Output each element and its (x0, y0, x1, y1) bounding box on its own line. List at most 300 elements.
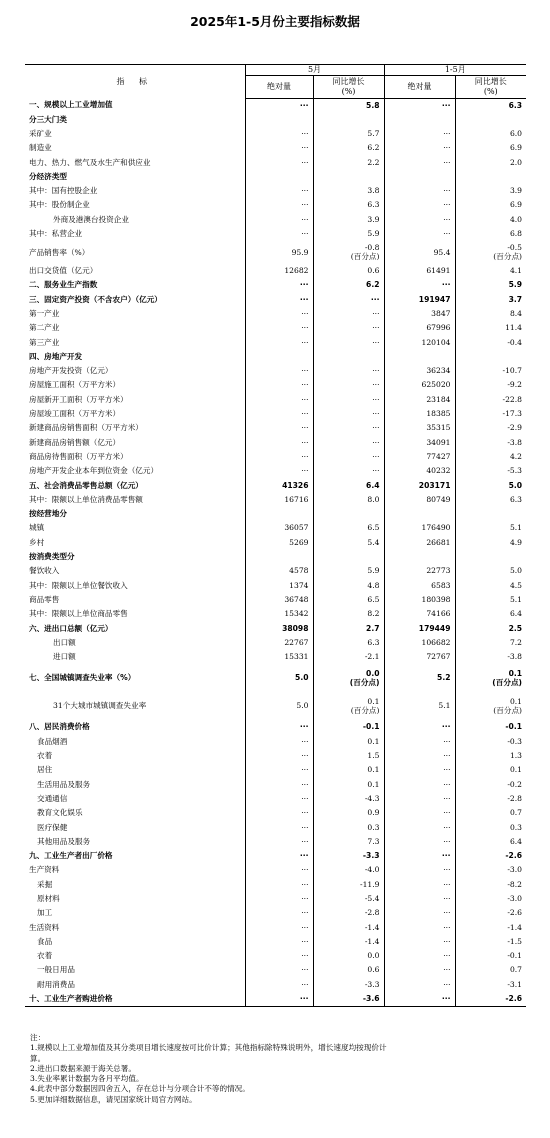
may-yoy-cell: 5.9 (313, 227, 384, 241)
may-abs-cell: ··· (245, 364, 313, 378)
row-label: 四、房地产开发 (25, 350, 245, 364)
table-row (25, 170, 526, 184)
table-row (25, 550, 526, 564)
may-abs-cell: ··· (245, 184, 313, 198)
ytd-abs-cell: ··· (384, 992, 455, 1006)
may-yoy-cell: 0.0 (百分点) (313, 665, 384, 693)
table-row (25, 464, 526, 478)
table-row (25, 156, 526, 170)
table-row (25, 978, 526, 992)
row-label: 交通通信 (25, 792, 245, 806)
may-abs-cell: ··· (245, 213, 313, 227)
ytd-yoy-cell: 0.7 (509, 808, 523, 818)
table-row (25, 241, 526, 264)
ytd-yoy-cell: -10.7 (502, 366, 523, 376)
ytd-yoy-cell (455, 170, 526, 184)
ytd-yoy-cell: 4.0 (509, 214, 523, 224)
may-yoy-cell: ··· (313, 422, 384, 436)
table-row (25, 522, 526, 536)
ytd-abs-cell: ··· (384, 935, 455, 949)
footnote-line: 5.更加详细数据信息，请见国家统计局官方网站。 (30, 1094, 197, 1104)
may-yoy-cell: 6.3 (313, 199, 384, 213)
table-row (25, 264, 526, 278)
unit-note: (百分点) (349, 677, 380, 687)
table-row (25, 436, 526, 450)
may-abs-cell: ··· (245, 892, 313, 906)
unit-note: (百分点) (350, 705, 380, 715)
table-row (25, 921, 526, 935)
ytd-yoy-cell: 6.4 (509, 836, 523, 846)
ytd-abs-cell: ··· (384, 949, 455, 963)
may-abs-cell: 95.9 (245, 241, 313, 264)
ytd-yoy-cell: 3.9 (509, 186, 523, 196)
row-label: 城镇 (25, 522, 245, 536)
ytd-yoy-cell: 0.3 (509, 822, 523, 832)
ytd-yoy-cell: -3.8 (507, 652, 523, 662)
row-label: 居住 (25, 763, 245, 777)
table-row (25, 493, 526, 507)
may-yoy-cell: 6.4 (313, 479, 384, 493)
ytd-yoy-cell: 0.1 (百分点) (455, 693, 526, 721)
may-yoy-cell: ··· (313, 450, 384, 464)
page-title: 2025年1-5月份主要指标数据 (190, 14, 360, 29)
header-yoy-may: 同比增长 (%) (313, 76, 384, 99)
ytd-abs-cell: 72767 (384, 650, 455, 664)
may-yoy-cell: 0.3 (313, 821, 384, 835)
ytd-yoy-cell (455, 350, 526, 364)
may-yoy-cell: -2.8 (313, 906, 384, 920)
may-yoy-cell (313, 507, 384, 521)
row-label: 二、服务业生产指数 (25, 279, 245, 293)
ytd-abs-cell: 74166 (384, 607, 455, 621)
ytd-abs-cell: ··· (384, 735, 455, 749)
may-abs-cell: ··· (245, 99, 313, 113)
may-abs-cell: ··· (245, 821, 313, 835)
row-label: 原材料 (25, 892, 245, 906)
may-abs-cell: ··· (245, 321, 313, 335)
ytd-yoy-cell: 0.1 (百分点) (455, 665, 526, 693)
ytd-abs-cell: 106682 (384, 636, 455, 650)
may-yoy-cell: -3.3 (313, 849, 384, 863)
ytd-yoy-cell: 6.3 (509, 494, 523, 504)
table-row (25, 906, 526, 920)
indicator-table (25, 64, 526, 1007)
may-abs-cell: ··· (245, 422, 313, 436)
row-label: 出口交货值（亿元） (25, 264, 245, 278)
table-row (25, 749, 526, 763)
footnote-line: 算。 (30, 1053, 46, 1063)
row-label: 生活用品及服务 (25, 778, 245, 792)
ytd-yoy-cell: 6.9 (509, 200, 523, 210)
may-yoy-cell: ··· (313, 321, 384, 335)
ytd-abs-cell: ··· (384, 778, 455, 792)
table-row (25, 992, 526, 1006)
may-yoy-cell: 2.7 (313, 622, 384, 636)
row-label: 制造业 (25, 141, 245, 155)
table-row (25, 213, 526, 227)
table-row (25, 693, 526, 721)
may-yoy-cell: ··· (313, 364, 384, 378)
may-abs-cell: ··· (245, 864, 313, 878)
ytd-abs-cell (384, 113, 455, 127)
ytd-yoy-cell: -2.6 (455, 992, 526, 1006)
table-row (25, 199, 526, 213)
ytd-abs-cell: ··· (384, 892, 455, 906)
ytd-abs-cell: 18385 (384, 407, 455, 421)
ytd-abs-cell: 67996 (384, 321, 455, 335)
may-yoy-cell: -3.3 (313, 978, 384, 992)
may-abs-cell: 4578 (245, 565, 313, 579)
may-yoy-cell: -11.9 (313, 878, 384, 892)
ytd-abs-cell: 80749 (384, 493, 455, 507)
row-label: 六、进出口总额（亿元） (25, 622, 245, 636)
table-row (25, 636, 526, 650)
ytd-yoy-cell: 4.1 (509, 266, 523, 276)
ytd-yoy-cell: 0.1 (509, 765, 523, 775)
ytd-yoy-cell: -0.2 (507, 779, 523, 789)
may-abs-cell: 16716 (245, 493, 313, 507)
table-row (25, 141, 526, 155)
row-label: 第一产业 (25, 307, 245, 321)
row-label: 其中：国有控股企业 (25, 184, 245, 198)
row-label: 七、全国城镇调查失业率（%） (25, 665, 245, 693)
ytd-yoy-cell: 11.4 (505, 323, 523, 333)
may-yoy-cell: 5.9 (313, 565, 384, 579)
row-label: 其中：限额以上单位餐饮收入 (25, 579, 245, 593)
row-label: 食品 (25, 935, 245, 949)
ytd-abs-cell: 23184 (384, 393, 455, 407)
ytd-abs-cell: ··· (384, 978, 455, 992)
table-row (25, 227, 526, 241)
ytd-abs-cell: 95.4 (384, 241, 455, 264)
may-abs-cell: ··· (245, 735, 313, 749)
row-label: 医疗保健 (25, 821, 245, 835)
table-row (25, 935, 526, 949)
ytd-yoy-cell: 2.5 (508, 623, 523, 633)
row-label: 衣着 (25, 949, 245, 963)
table-row (25, 949, 526, 963)
may-abs-cell: ··· (245, 279, 313, 293)
ytd-yoy-cell: -1.4 (507, 922, 523, 932)
may-abs-cell: 5.0 (245, 693, 313, 721)
ytd-abs-cell: 625020 (384, 379, 455, 393)
ytd-yoy-cell: -17.3 (502, 409, 523, 419)
may-abs-cell: ··· (245, 921, 313, 935)
may-abs-cell: ··· (245, 778, 313, 792)
table-row (25, 307, 526, 321)
may-abs-cell: ··· (245, 992, 313, 1006)
may-yoy-cell (313, 350, 384, 364)
row-label: 三、固定资产投资（不含农户）（亿元） (25, 293, 245, 307)
table-row (25, 892, 526, 906)
ytd-abs-cell: ··· (384, 921, 455, 935)
ytd-abs-cell: ··· (384, 849, 455, 863)
may-yoy-cell: 0.9 (313, 806, 384, 820)
may-yoy-cell: -4.0 (313, 864, 384, 878)
table-row (25, 849, 526, 863)
may-yoy-cell: 3.8 (313, 184, 384, 198)
row-label: 其中：限额以上单位商品零售 (25, 607, 245, 621)
ytd-yoy-cell: -3.8 (507, 437, 523, 447)
may-yoy-cell: ··· (313, 393, 384, 407)
ytd-abs-cell: ··· (384, 213, 455, 227)
row-label: 其中：私营企业 (25, 227, 245, 241)
row-label: 商品零售 (25, 593, 245, 607)
footnote-line: 注： (30, 1033, 46, 1042)
ytd-abs-cell: 6583 (384, 579, 455, 593)
ytd-abs-cell: ··· (384, 835, 455, 849)
may-abs-cell: ··· (245, 906, 313, 920)
row-label: 教育文化娱乐 (25, 806, 245, 820)
ytd-abs-cell: 40232 (384, 464, 455, 478)
row-label: 餐饮收入 (25, 565, 245, 579)
ytd-yoy-cell: 4.5 (509, 580, 523, 590)
may-abs-cell: ··· (245, 721, 313, 735)
may-abs-cell: 41326 (245, 479, 313, 493)
footnote-line: 4.此表中部分数据因四舍五入，存在总计与分项合计不等的情况。 (30, 1084, 250, 1094)
may-yoy-cell: 0.0 (313, 949, 384, 963)
ytd-abs-cell: ··· (384, 279, 455, 293)
table-row (25, 593, 526, 607)
ytd-abs-cell: ··· (384, 184, 455, 198)
ytd-abs-cell: 180398 (384, 593, 455, 607)
row-label: 衣着 (25, 749, 245, 763)
ytd-yoy-cell: -0.5 (百分点) (455, 241, 526, 264)
may-abs-cell: ··· (245, 878, 313, 892)
table-row (25, 407, 526, 421)
row-label: 房地产开发企业本年到位资金（亿元） (25, 464, 245, 478)
ytd-abs-cell: ··· (384, 806, 455, 820)
ytd-abs-cell: 191947 (384, 293, 455, 307)
row-label: 乡村 (25, 536, 245, 550)
ytd-yoy-cell: 5.0 (508, 480, 523, 490)
may-abs-cell: 22767 (245, 636, 313, 650)
row-label: 分三大门类 (25, 113, 245, 127)
row-label: 按消费类型分 (25, 550, 245, 564)
ytd-yoy-cell: -0.4 (507, 337, 523, 347)
may-abs-cell: ··· (245, 141, 313, 155)
footnote-line: 1.规模以上工业增加值及其分类项目增长速度按可比价计算；其他指标除特殊说明外，增长速度均按现价计 (30, 1043, 387, 1053)
ytd-abs-cell: 22773 (384, 565, 455, 579)
row-label: 其他用品及服务 (25, 835, 245, 849)
may-abs-cell: 1374 (245, 579, 313, 593)
ytd-yoy-cell (455, 550, 526, 564)
table-header (25, 65, 526, 99)
ytd-abs-cell: ··· (384, 227, 455, 241)
row-label: 房屋新开工面积（万平方米） (25, 393, 245, 407)
may-yoy-cell: 0.6 (313, 264, 384, 278)
may-yoy-cell: -4.3 (313, 792, 384, 806)
may-yoy-cell: 1.5 (313, 749, 384, 763)
table-row (25, 565, 526, 579)
ytd-abs-cell: ··· (384, 878, 455, 892)
may-abs-cell: ··· (245, 964, 313, 978)
may-abs-cell: ··· (245, 849, 313, 863)
may-abs-cell: 38098 (245, 622, 313, 636)
ytd-abs-cell: ··· (384, 864, 455, 878)
table-row (25, 864, 526, 878)
ytd-abs-cell (384, 550, 455, 564)
may-yoy-cell: 0.1 (313, 735, 384, 749)
may-yoy-cell: 3.9 (313, 213, 384, 227)
ytd-yoy-cell: 7.2 (509, 637, 523, 647)
ytd-abs-cell: 176490 (384, 522, 455, 536)
table-row (25, 806, 526, 820)
row-label: 电力、热力、燃气及水生产和供应业 (25, 156, 245, 170)
ytd-abs-cell: 120104 (384, 336, 455, 350)
row-label: 采掘 (25, 878, 245, 892)
row-label: 食品烟酒 (25, 735, 245, 749)
table-row (25, 336, 526, 350)
header-abs-may: 绝对量 (245, 76, 313, 99)
may-abs-cell (245, 170, 313, 184)
may-abs-cell: ··· (245, 293, 313, 307)
row-label: 进口额 (25, 650, 245, 664)
ytd-abs-cell: 77427 (384, 450, 455, 464)
table-row (25, 964, 526, 978)
unit-note: (百分点) (493, 705, 523, 715)
row-label: 新建商品房销售面积（万平方米） (25, 422, 245, 436)
footnote-line: 2.进出口数据来源于海关总署。 (30, 1063, 136, 1073)
may-yoy-cell: -1.4 (313, 935, 384, 949)
ytd-abs-cell: ··· (384, 156, 455, 170)
table-row (25, 184, 526, 198)
unit-note: (百分点) (492, 677, 523, 687)
table-row (25, 507, 526, 521)
row-label: 商品房待售面积（万平方米） (25, 450, 245, 464)
may-yoy-cell: 6.2 (313, 141, 384, 155)
may-abs-cell: ··· (245, 464, 313, 478)
may-yoy-cell: 6.3 (313, 636, 384, 650)
may-abs-cell (245, 113, 313, 127)
row-label: 十、工业生产者购进价格 (25, 992, 245, 1006)
ytd-yoy-cell: -2.6 (507, 908, 523, 918)
ytd-yoy-cell: 5.0 (509, 566, 523, 576)
may-abs-cell: ··· (245, 450, 313, 464)
may-abs-cell: ··· (245, 436, 313, 450)
row-label: 房屋施工面积（万平方米） (25, 379, 245, 393)
unit-note: (百分点) (350, 251, 380, 261)
may-yoy-cell: 6.5 (313, 593, 384, 607)
may-yoy-cell: 7.3 (313, 835, 384, 849)
ytd-abs-cell: 5.2 (384, 665, 455, 693)
ytd-yoy-cell: 5.9 (508, 280, 523, 290)
ytd-abs-cell (384, 507, 455, 521)
may-yoy-cell: -0.1 (313, 721, 384, 735)
ytd-abs-cell: ··· (384, 763, 455, 777)
table-row (25, 878, 526, 892)
ytd-abs-cell: ··· (384, 906, 455, 920)
unit-note: (百分点) (493, 251, 523, 261)
ytd-yoy-cell: -1.5 (507, 936, 523, 946)
may-abs-cell (245, 550, 313, 564)
may-yoy-cell: -1.4 (313, 921, 384, 935)
row-label: 其中：股份制企业 (25, 199, 245, 213)
row-label: 一般日用品 (25, 964, 245, 978)
may-abs-cell: ··· (245, 407, 313, 421)
may-yoy-cell: 8.2 (313, 607, 384, 621)
may-yoy-cell: -2.1 (313, 650, 384, 664)
ytd-abs-cell: 36234 (384, 364, 455, 378)
ytd-abs-cell: 61491 (384, 264, 455, 278)
row-label: 其中：限额以上单位消费品零售额 (25, 493, 245, 507)
ytd-yoy-cell: 5.1 (509, 594, 523, 604)
row-label: 加工 (25, 906, 245, 920)
ytd-abs-cell: ··· (384, 964, 455, 978)
ytd-yoy-cell: -2.9 (507, 423, 523, 433)
may-abs-cell: ··· (245, 806, 313, 820)
may-abs-cell: 36057 (245, 522, 313, 536)
may-abs-cell: ··· (245, 393, 313, 407)
table-row (25, 279, 526, 293)
may-yoy-cell: 8.0 (313, 493, 384, 507)
ytd-yoy-cell: 6.0 (509, 128, 523, 138)
table-row (25, 422, 526, 436)
may-yoy-cell: -0.8 (百分点) (313, 241, 384, 264)
ytd-yoy-cell: 6.4 (509, 609, 523, 619)
row-label: 采矿业 (25, 127, 245, 141)
ytd-yoy-cell: -0.3 (507, 736, 523, 746)
may-abs-cell: ··· (245, 199, 313, 213)
may-yoy-cell: -3.6 (313, 992, 384, 1006)
may-yoy-cell: 0.1 (313, 778, 384, 792)
ytd-yoy-cell: 8.4 (509, 309, 523, 318)
may-abs-cell: ··· (245, 156, 313, 170)
may-yoy-cell: -5.4 (313, 892, 384, 906)
ytd-yoy-cell: -3.1 (507, 979, 523, 989)
table-row (25, 835, 526, 849)
may-abs-cell: ··· (245, 379, 313, 393)
table-row (25, 321, 526, 335)
may-abs-cell: ··· (245, 935, 313, 949)
table-body (25, 99, 526, 1007)
ytd-abs-cell: 26681 (384, 536, 455, 550)
row-label: 九、工业生产者出厂价格 (25, 849, 245, 863)
ytd-abs-cell (384, 350, 455, 364)
may-abs-cell: 5.0 (245, 665, 313, 693)
row-label: 耐用消费品 (25, 978, 245, 992)
may-yoy-cell: 5.7 (313, 127, 384, 141)
table-row (25, 665, 526, 693)
table-row (25, 792, 526, 806)
ytd-abs-cell: ··· (384, 749, 455, 763)
may-abs-cell: 15342 (245, 607, 313, 621)
table-row (25, 293, 526, 307)
may-abs-cell: 12682 (245, 264, 313, 278)
row-label: 房屋竣工面积（万平方米） (25, 407, 245, 421)
may-yoy-cell: 5.4 (313, 536, 384, 550)
table-row (25, 99, 526, 113)
ytd-yoy-cell: 0.7 (509, 965, 523, 975)
ytd-yoy-cell (455, 113, 526, 127)
table-row (25, 536, 526, 550)
ytd-yoy-cell: -2.8 (507, 793, 523, 803)
ytd-abs-cell: 35315 (384, 422, 455, 436)
may-yoy-cell: ··· (313, 379, 384, 393)
may-abs-cell (245, 350, 313, 364)
header-indicator: 指 标 (25, 65, 245, 99)
may-abs-cell: ··· (245, 749, 313, 763)
ytd-yoy-cell: 6.9 (509, 143, 523, 153)
may-yoy-cell: 4.8 (313, 579, 384, 593)
table-row (25, 579, 526, 593)
may-yoy-cell (313, 170, 384, 184)
header-abs-ytd: 绝对量 (384, 76, 455, 99)
ytd-yoy-cell: -22.8 (502, 394, 523, 404)
table-row (25, 113, 526, 127)
may-abs-cell: ··· (245, 227, 313, 241)
ytd-yoy-cell (455, 507, 526, 521)
